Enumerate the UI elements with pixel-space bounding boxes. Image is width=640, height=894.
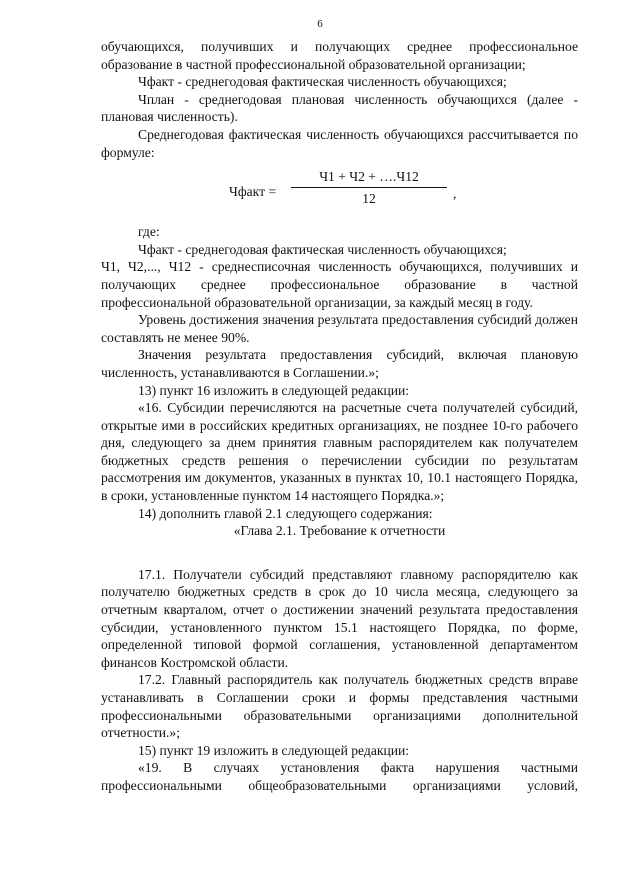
- paragraph-achievement-level: Уровень достижения значения результата предоставления субсидий должен составлять не менее 90%.: [101, 312, 578, 345]
- paragraph-item-13: 13) пункт 16 изложить в следующей редакции:: [138, 382, 410, 398]
- paragraph-chplan-definition: Чплан - среднегодовая плановая численность обучающихся (далее - плановая численность).: [101, 91, 578, 125]
- formula-comma: ,: [453, 186, 457, 202]
- paragraph-clause-17-2: 17.2. Главный распорядитель как получатель бюджетных средств вправе устанавливать в Соглашении сроки и формы представления частными профессиональными образовательными организациями дополнительной отчетности.»;: [101, 672, 578, 741]
- paragraph-chfakt-definition-2: Чфакт - среднегодовая фактическая численность обучающихся;: [138, 241, 507, 257]
- chapter-2-1-heading: «Глава 2.1. Требование к отчетности: [233, 523, 446, 539]
- formula-denominator: 12: [362, 191, 376, 207]
- paragraph-clause-16: «16. Субсидии перечисляются на расчетные счета получателей субсидий, открытые ими в российских кредитных организациях, не позднее 10-го рабочего дня, следующего за днем принятия главным распорядителем как получателем бюджетных средств решения о перечислении субсидии по результатам рассмотрения им документов, указанных в пунктах 10, 10.1 настоящего Порядка, в сроки, установленные пунктом 14 настоящего Порядка.»;: [101, 400, 578, 504]
- blank-gap: [101, 540, 578, 566]
- paragraph-where: где:: [138, 224, 160, 240]
- page-number: 6: [317, 18, 323, 30]
- paragraph-formula-intro: Среднегодовая фактическая численность обучающихся рассчитывается по формуле:: [101, 126, 578, 160]
- paragraph-item-15: 15) пункт 19 изложить в следующей редакции:: [138, 742, 410, 758]
- paragraph-clause-17-1: 17.1. Получатели субсидий представляют главному распорядителю как получателю бюджетных средств в срок до 10 числа месяца, следующего за отчетным кварталом, отчет о достижении значений результата предоставления субсидии, установленного пунктом 15.1 настоящего Порядка, по форме, определенной типовой формой соглашения, установленной департаментом финансов Костромской области.: [101, 566, 578, 670]
- formula-numerator: Ч1 + Ч2 + ….Ч12: [319, 169, 419, 185]
- paragraph-monthly-headcount: Ч1, Ч2,..., Ч12 - среднесписочная численность обучающихся, получивших и получающих среднее профессиональное образование в частной профессиональной образовательной организации, за каждый месяц в году.: [101, 259, 578, 310]
- paragraph-result-values: Значения результата предоставления субсидий, включая плановую численность, устанавливаются в Соглашении.»;: [101, 347, 578, 380]
- formula: [101, 163, 578, 223]
- paragraph-clause-19: «19. В случаях установления факта нарушения частными профессиональными общеобразовательными организациями условий,: [101, 760, 578, 793]
- formula-lhs: Чфакт =: [229, 184, 277, 200]
- formula-fraction-bar: [291, 187, 447, 188]
- document-body: [101, 38, 578, 795]
- paragraph-item-14: 14) дополнить главой 2.1 следующего содержания:: [138, 505, 433, 521]
- paragraph-chfakt-definition: Чфакт - среднегодовая фактическая численность обучающихся;: [138, 74, 507, 90]
- paragraph-continuation: обучающихся, получивших и получающих среднее профессиональное образование в частной профессиональной образовательной организации;: [101, 39, 578, 72]
